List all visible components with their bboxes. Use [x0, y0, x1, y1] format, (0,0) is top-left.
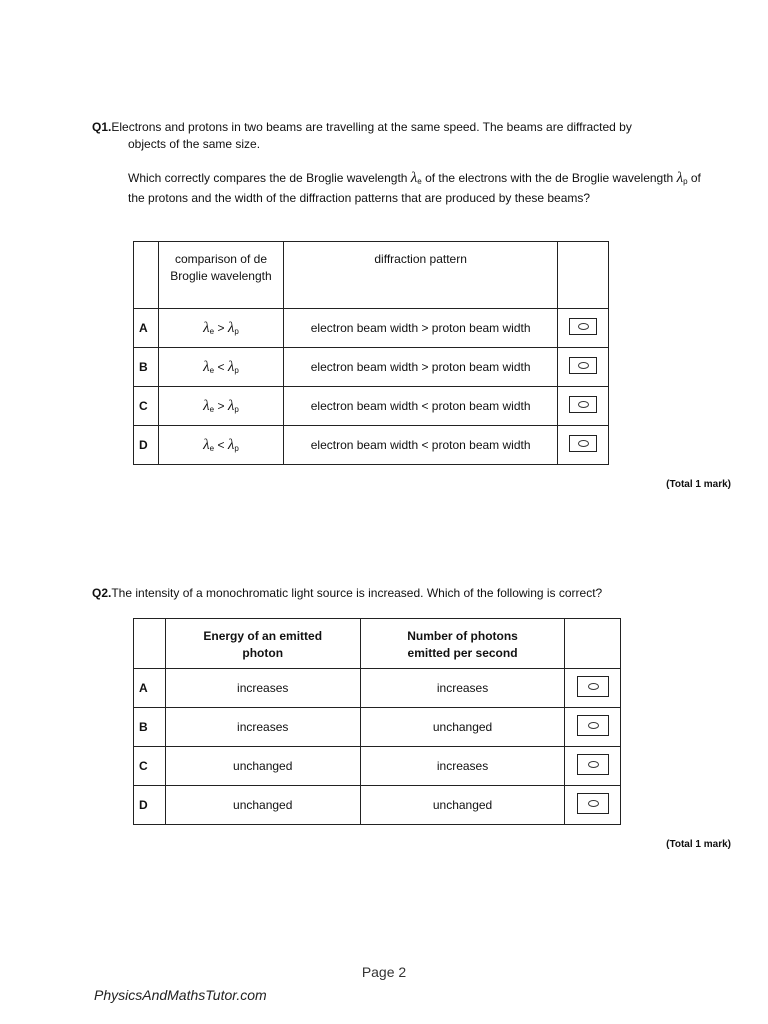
diffraction-pattern: electron beam width < proton beam width [284, 387, 558, 426]
oval-icon [588, 722, 599, 729]
photon-energy: unchanged [165, 786, 360, 825]
answer-cell [565, 747, 621, 786]
question-2-text: The intensity of a monochromatic light source is increased. Which of the following is correct? [111, 586, 603, 600]
comparison-operator: > [217, 398, 225, 413]
option-letter: C [134, 747, 166, 786]
answer-cell [557, 348, 608, 387]
option-letter: B [134, 708, 166, 747]
oval-icon [588, 800, 599, 807]
option-letter: D [134, 786, 166, 825]
comparison-operator: > [217, 320, 225, 335]
wavelength-comparison: λe < λp [158, 426, 284, 465]
answer-checkbox[interactable] [577, 754, 609, 775]
question-2-total-mark: (Total 1 mark) [666, 839, 731, 850]
header-cell [557, 242, 608, 309]
question-1-answer-table [133, 241, 609, 465]
question-1-line-1: Electrons and protons in two beams are travelling at the same speed. The beams are diffracted by [111, 120, 632, 134]
answer-checkbox[interactable] [569, 318, 597, 335]
oval-icon [588, 761, 599, 768]
header-cell: Energy of an emitted photon [165, 619, 360, 669]
oval-icon [578, 362, 589, 369]
question-1-line-2: objects of the same size. [128, 137, 261, 151]
question-1-prompt-b: of the electrons with the de Broglie wavelength [421, 171, 677, 185]
table-row [134, 708, 621, 747]
page-number: Page 2 [361, 964, 407, 980]
question-1-prompt-a: Which correctly compares the de Broglie wavelength [128, 171, 411, 185]
question-1-total-mark: (Total 1 mark) [666, 479, 731, 490]
photons-per-second: unchanged [360, 708, 564, 747]
header-cell [565, 619, 621, 669]
question-2-number: Q2. [92, 586, 112, 600]
wavelength-comparison: λe < λp [158, 348, 284, 387]
photon-energy: increases [165, 708, 360, 747]
photons-per-second: increases [360, 669, 564, 708]
photons-per-second: increases [360, 747, 564, 786]
oval-icon [578, 401, 589, 408]
answer-checkbox[interactable] [577, 676, 609, 697]
diffraction-pattern: electron beam width > proton beam width [284, 309, 558, 348]
table-row [134, 426, 609, 465]
question-1-stem [92, 119, 712, 153]
table-row [134, 786, 621, 825]
header-cell: Number of photons emitted per second [360, 619, 564, 669]
answer-cell [557, 309, 608, 348]
lambda-glyph: λ [676, 170, 684, 186]
table-row [134, 309, 609, 348]
option-letter: C [134, 387, 159, 426]
question-1-prompt-c: of the protons and the width of the diffraction patterns that are produced by these beams? [128, 171, 701, 205]
table-row [134, 669, 621, 708]
wavelength-comparison: λe > λp [158, 387, 284, 426]
answer-cell [565, 786, 621, 825]
diffraction-pattern: electron beam width < proton beam width [284, 426, 558, 465]
option-letter: B [134, 348, 159, 387]
answer-cell [557, 426, 608, 465]
question-1 [92, 119, 712, 207]
answer-checkbox[interactable] [577, 715, 609, 736]
answer-checkbox[interactable] [569, 435, 597, 452]
option-letter: A [134, 309, 159, 348]
diffraction-pattern: electron beam width > proton beam width [284, 348, 558, 387]
subscript-e: e [417, 177, 422, 186]
lambda-glyph: λ [410, 170, 418, 186]
photon-energy: increases [165, 669, 360, 708]
table-row [134, 747, 621, 786]
comparison-operator: < [217, 359, 225, 374]
table-row [134, 387, 609, 426]
header-cell: comparison of de Broglie wavelength [158, 242, 284, 309]
photon-energy: unchanged [165, 747, 360, 786]
lambda-p-symbol [677, 170, 688, 186]
answer-cell [557, 387, 608, 426]
wavelength-comparison: λe > λp [158, 309, 284, 348]
table-header-row [134, 619, 621, 669]
option-letter: A [134, 669, 166, 708]
oval-icon [578, 440, 589, 447]
answer-cell [565, 669, 621, 708]
header-cell [134, 242, 159, 309]
question-2-answer-table [133, 618, 621, 825]
oval-icon [578, 323, 589, 330]
header-cell [134, 619, 166, 669]
comparison-operator: < [217, 437, 225, 452]
footer-site-name: PhysicsAndMathsTutor.com [94, 987, 267, 1003]
option-letter: D [134, 426, 159, 465]
answer-checkbox[interactable] [569, 357, 597, 374]
oval-icon [588, 683, 599, 690]
answer-checkbox[interactable] [569, 396, 597, 413]
photons-per-second: unchanged [360, 786, 564, 825]
lambda-e-symbol [411, 170, 422, 186]
question-1-prompt [92, 170, 712, 207]
answer-cell [565, 708, 621, 747]
subscript-p: p [683, 177, 688, 186]
answer-checkbox[interactable] [577, 793, 609, 814]
question-2 [92, 585, 712, 602]
header-cell: diffraction pattern [284, 242, 558, 309]
table-row [134, 348, 609, 387]
question-1-number: Q1. [92, 120, 112, 134]
table-header-row [134, 242, 609, 309]
